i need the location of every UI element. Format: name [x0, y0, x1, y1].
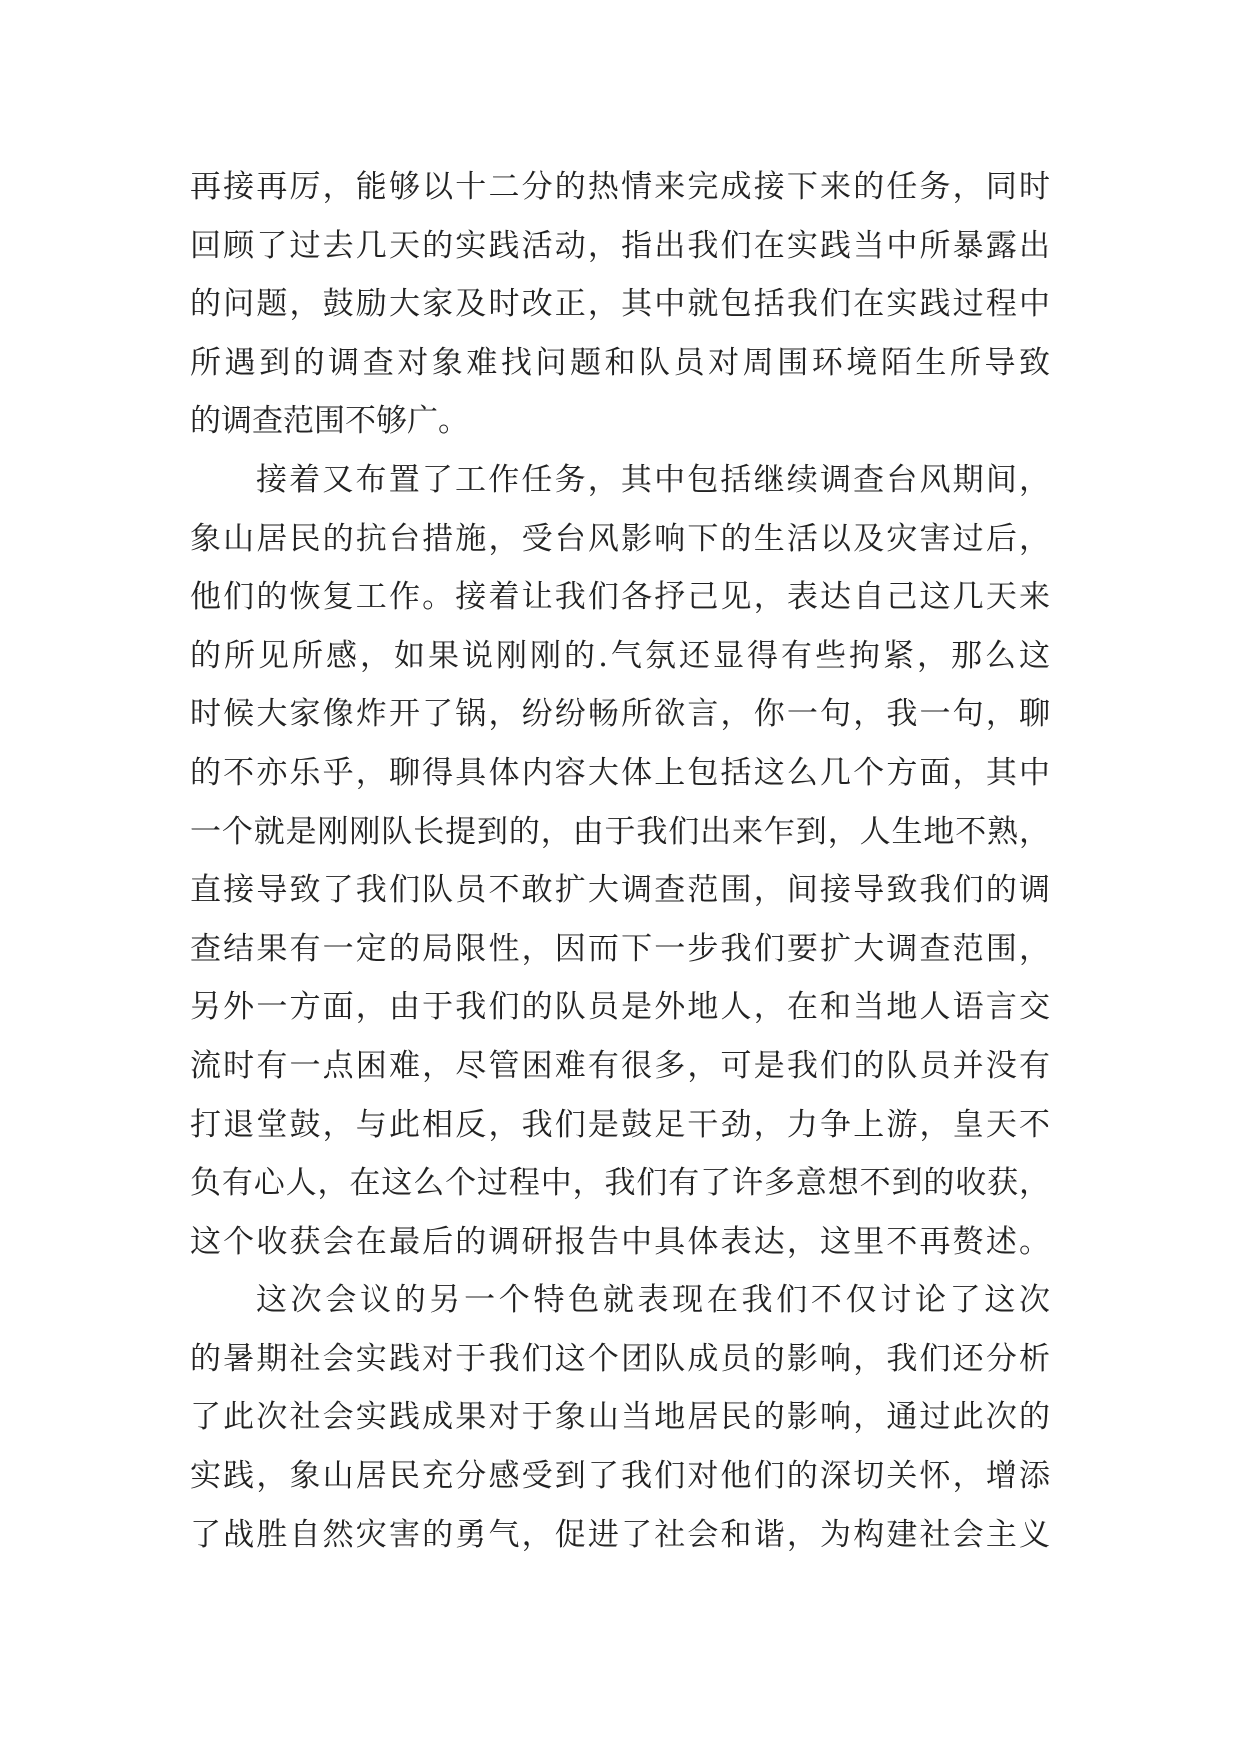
text-line: 另外一方面，由于我们的队员是外地人，在和当地人语言交 — [190, 989, 1050, 1026]
text-line: 所遇到的调查对象难找问题和队员对周围环境陌生所导致 — [190, 344, 1050, 381]
text-line: 的问题，鼓励大家及时改正，其中就包括我们在实践过程中 — [190, 286, 1050, 323]
text-line: 的暑期社会实践对于我们这个团队成员的影响，我们还分析 — [190, 1340, 1050, 1377]
text-line: 直接导致了我们队员不敢扩大调查范围，间接导致我们的调 — [190, 872, 1050, 909]
text-line: 的调查范围不够广。 — [190, 403, 469, 440]
text-line: 回顾了过去几天的实践活动，指出我们在实践当中所暴露出 — [190, 227, 1050, 264]
text-line: 时候大家像炸开了锅，纷纷畅所欲言，你一句，我一句，聊 — [190, 696, 1050, 733]
text-line: 一个就是刚刚队长提到的，由于我们出来乍到，人生地不熟， — [190, 813, 1050, 850]
text-line: 了战胜自然灾害的勇气，促进了社会和谐，为构建社会主义 — [190, 1516, 1050, 1553]
text-line: 实践，象山居民充分感受到了我们对他们的深切关怀，增添 — [190, 1458, 1050, 1495]
text-line: 接着又布置了工作任务，其中包括继续调查台风期间， — [256, 461, 1050, 498]
text-line: 的不亦乐乎，聊得具体内容大体上包括这么几个方面，其中 — [190, 754, 1050, 791]
text-line: 再接再厉，能够以十二分的热情来完成接下来的任务，同时 — [190, 169, 1050, 205]
text-line: 这个收获会在最后的调研报告中具体表达，这里不再赘述。 — [190, 1223, 1050, 1260]
text-line: 负有心人，在这么个过程中，我们有了许多意想不到的收获， — [190, 1165, 1050, 1202]
text-line: 他们的恢复工作。接着让我们各抒己见，表达自己这几天来 — [190, 579, 1050, 616]
text-line: 象山居民的抗台措施，受台风影响下的生活以及灾害过后， — [190, 520, 1050, 557]
text-line: 了此次社会实践成果对于象山当地居民的影响，通过此次的 — [190, 1399, 1050, 1436]
text-line: 的所见所感，如果说刚刚的.气氛还显得有些拘紧，那么这 — [190, 637, 1050, 674]
text-line: 流时有一点困难，尽管困难有很多，可是我们的队员并没有 — [190, 1047, 1050, 1084]
text-line: 查结果有一定的局限性，因而下一步我们要扩大调查范围， — [190, 930, 1050, 967]
text-line: 这次会议的另一个特色就表现在我们不仅讨论了这次 — [256, 1282, 1050, 1319]
text-line: 打退堂鼓，与此相反，我们是鼓足干劲，力争上游，皇天不 — [190, 1106, 1050, 1143]
body-text — [190, 158, 1050, 1564]
